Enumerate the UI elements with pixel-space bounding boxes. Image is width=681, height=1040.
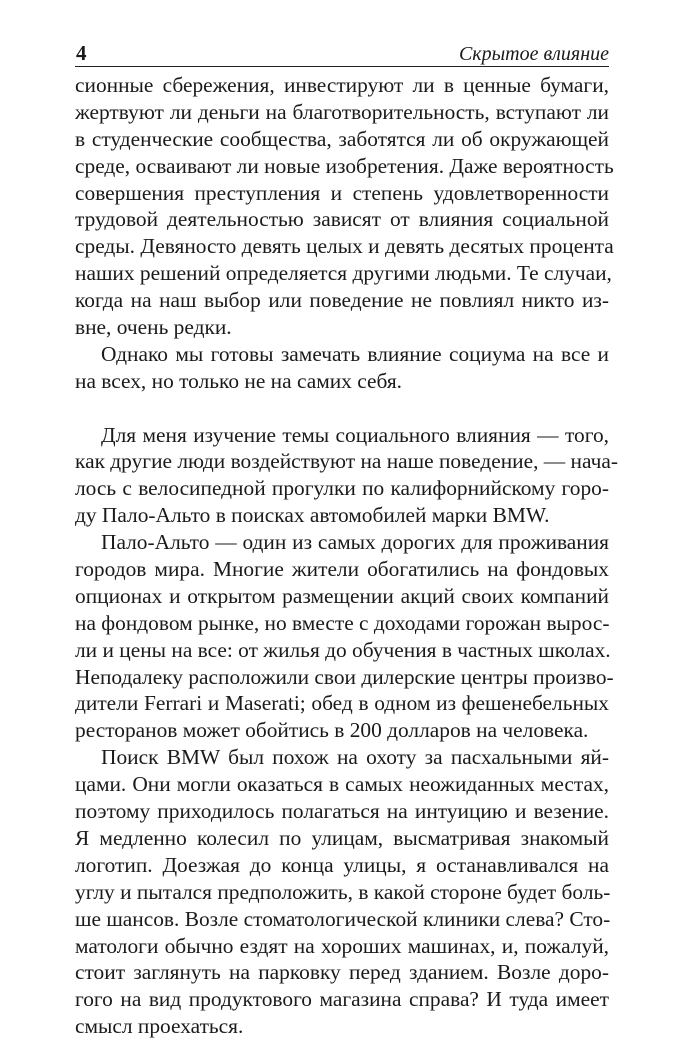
text-line: опционах и открытом размещении акций своих компаний <box>75 583 609 608</box>
text-line: углу и пытался предположить, в какой стороне будет боль- <box>75 879 611 904</box>
text-line: Однако мы готовы замечать влияние социума на все и <box>101 341 609 366</box>
page-header <box>75 38 609 67</box>
text-line: смысл проехаться. <box>75 1014 244 1039</box>
text-line: поэтому приходилось полагаться на интуицию и везение. <box>75 799 609 824</box>
text-line: в студенческие сообщества, заботятся ли об окружающей <box>75 126 609 151</box>
section-break <box>75 395 609 422</box>
text-line: сионные сбережения, инвестируют ли в ценные бумаги, <box>75 73 609 97</box>
text-line: среды. Девяносто девять целых и девять десятых процента <box>75 234 614 259</box>
text-line: Для меня изучение темы социального влияния — того, <box>101 422 609 447</box>
text-line: стоит заглянуть на парковку перед зданием. Возле доро- <box>75 960 609 985</box>
text-line: как другие люди воздействуют на наше поведение, — нача- <box>75 449 618 474</box>
text-line: гого на вид продуктового магазина справа? И туда имеет <box>75 987 609 1012</box>
running-title: Скрытое влияние <box>458 43 609 65</box>
text-line: ду Пало-Альто в поисках автомобилей марки BMW. <box>75 503 550 528</box>
text-line: дители Ferrari и Maserati; обед в одном из фешенебельных <box>75 691 609 716</box>
text-line: Я медленно колесил по улицам, высматривая знакомый <box>75 825 609 850</box>
text-line: Пало-Альто — один из самых дорогих для проживания <box>101 530 609 555</box>
body-text <box>75 72 618 1040</box>
text-line: Неподалеку расположили свои дилерские центры произво- <box>75 664 614 689</box>
text-line: на всех, но только не на самих себя. <box>75 368 403 393</box>
text-line: ли и цены на все: от жилья до обучения в частных школах. <box>75 637 611 662</box>
text-line: когда на наш выбор или поведение не повлиял никто из- <box>75 288 609 313</box>
text-line: жертвуют ли деньги на благотворительность, вступают ли <box>75 99 609 124</box>
text-line: совершения преступления и степень удовлетворенности <box>75 180 609 205</box>
text-line: ресторанов может обойтись в 200 долларов на человека. <box>75 718 589 743</box>
text-line: на фондовом рынке, но вместе с доходами горожан вырос- <box>75 610 610 635</box>
text-line: наших решений определяется другими людьми. Те случаи, <box>75 261 612 286</box>
text-line: городов мира. Многие жители обогатились на фондовых <box>75 557 609 582</box>
text-line: матологи обычно ездят на хороших машинах, и, пожалуй, <box>75 933 609 958</box>
text-line: Поиск BMW был похож на охоту за пасхальными яй- <box>101 745 609 770</box>
text-line: цами. Они могли оказаться в самых неожиданных местах, <box>75 772 609 797</box>
text-line: ше шансов. Возле стоматологической клиники слева? Сто- <box>75 906 611 931</box>
text-line: вне, очень редки. <box>75 315 232 340</box>
text-line: среде, осваивают ли новые изобретения. Даже вероятность <box>75 153 614 178</box>
page-number: 4 <box>76 41 87 65</box>
text-line: логотип. Доезжая до конца улицы, я останавливался на <box>75 852 609 877</box>
text-line: трудовой деятельностью зависят от влияния социальной <box>75 207 609 232</box>
text-line: лось с велосипедной прогулки по калифорнийскому горо- <box>75 476 609 501</box>
